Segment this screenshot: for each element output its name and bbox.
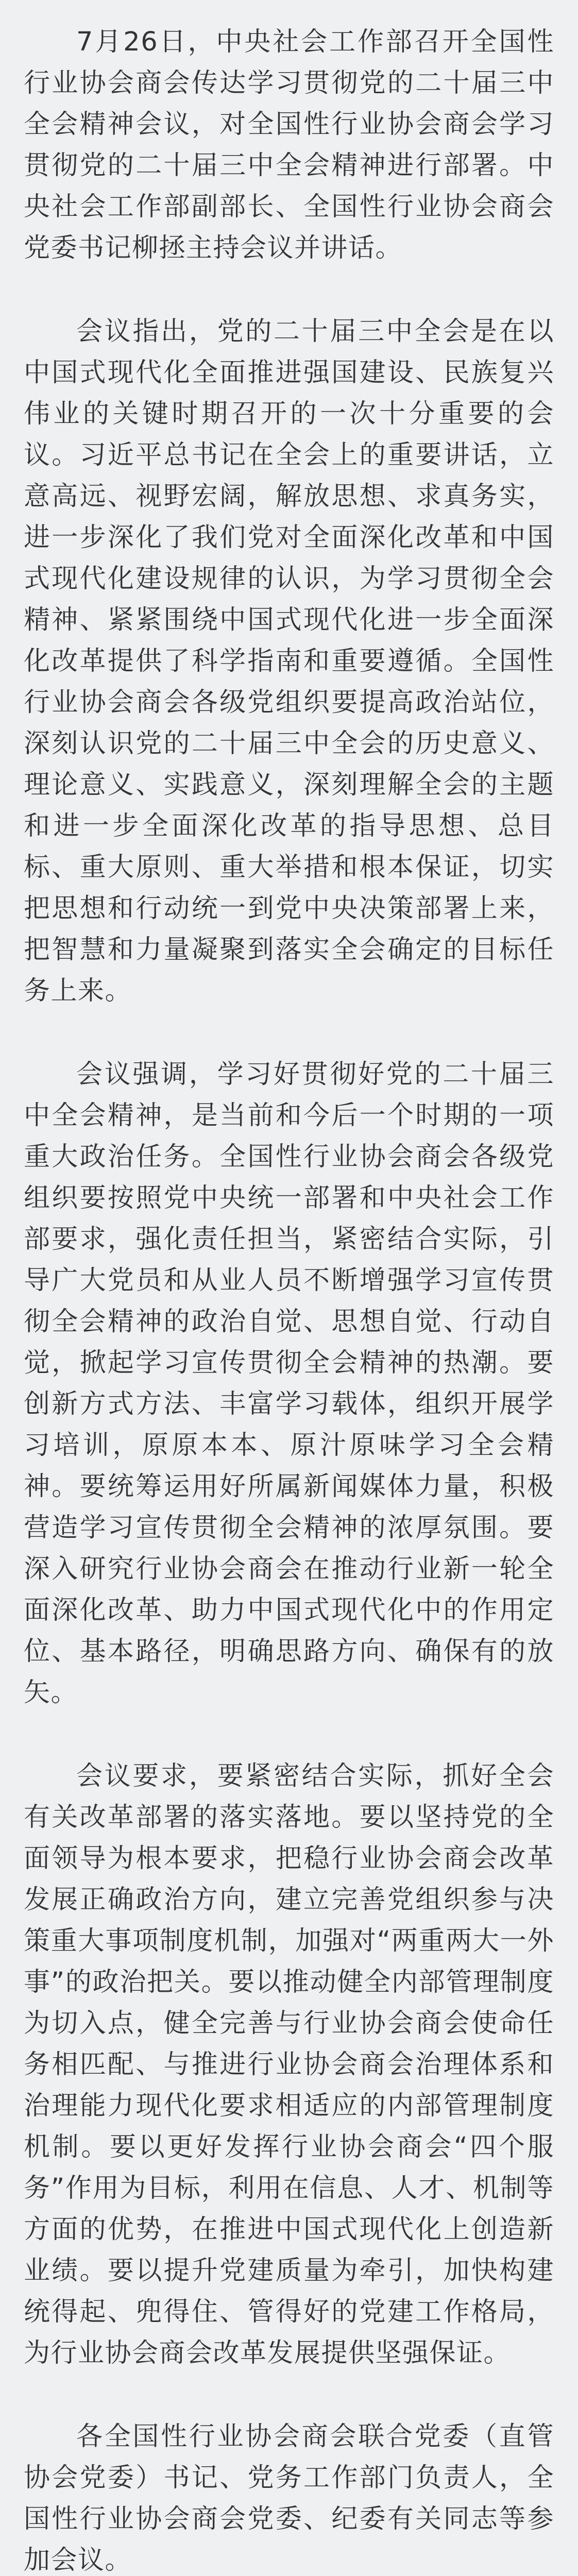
article-paragraph: 7月26日，中央社会工作部召开全国性行业协会商会传达学习贯彻党的二十届三中全会精神会议，对全国性行业协会商会学习贯彻党的二十届三中全会精神进行部署。中央社会工作部副部长、全国性行业协会商会党委书记柳拯主持会议并讲话。 [24, 27, 554, 263]
article-paragraph: 会议指出，党的二十届三中全会是在以中国式现代化全面推进强国建设、民族复兴伟业的关键时期召开的一次十分重要的会议。习近平总书记在全会上的重要讲话，立意高远、视野宏阔，解放思想、求真务实，进一步深化了我们党对全面深化改革和中国式现代化建设规律的认识，为学习贯彻全会精神、紧紧围绕中国式现代化进一步全面深化改革提供了科学指南和重要遵循。全国性行业协会商会各级党组织要提高政治站位，深刻认识党的二十届三中全会的历史意义、理论意义、实践意义，深刻理解全会的主题和进一步全面深化改革的指导思想、总目标、重大原则、重大举措和根本保证，切实把思想和行动统一到党中央决策部署上来，把智慧和力量凝聚到落实全会确定的目标任务上来。 [24, 316, 554, 1006]
article-paragraph: 会议要求，要紧密结合实际，抓好全会有关改革部署的落实落地。要以坚持党的全面领导为根本要求，把稳行业协会商会改革发展正确政治方向，建立完善党组织参与决策重大事项制度机制，加强对“两重两大一外事”的政治把关。要以推动健全内部管理制度为切入点，健全完善与行业协会商会使命任务相匹配、与推进行业协会商会治理体系和治理能力现代化要求相适应的内部管理制度机制。要以更好发挥行业协会商会“四个服务”作用为目标，利用在信息、人才、机制等方面的优势，在推进中国式现代化上创造新业绩。要以提升党建质量为牵引，加快构建统得起、兜得住、管得好的党建工作格局，为行业协会商会改革发展提供坚强保证。 [24, 1761, 554, 2368]
article-paragraph: 会议强调，学习好贯彻好党的二十届三中全会精神，是当前和今后一个时期的一项重大政治任务。全国性行业协会商会各级党组织要按照党中央统一部署和中央社会工作部要求，强化责任担当，紧密结合实际，引导广大党员和从业人员不断增强学习宣传贯彻全会精神的政治自觉、思想自觉、行动自觉，掀起学习宣传贯彻全会精神的热潮。要创新方式方法、丰富学习载体，组织开展学习培训，原原本本、原汁原味学习全会精神。要统筹运用好所属新闻媒体力量，积极营造学习宣传贯彻全会精神的浓厚氛围。要深入研究行业协会商会在推动行业新一轮全面深化改革、助力中国式现代化中的作用定位、基本路径，明确思路方向、确保有的放矢。 [24, 1059, 554, 1708]
article-paragraph: 各全国性行业协会商会联合党委（直管协会党委）书记、党务工作部门负责人，全国性行业协会商会党委、纪委有关同志等参加会议。 [24, 2421, 554, 2575]
